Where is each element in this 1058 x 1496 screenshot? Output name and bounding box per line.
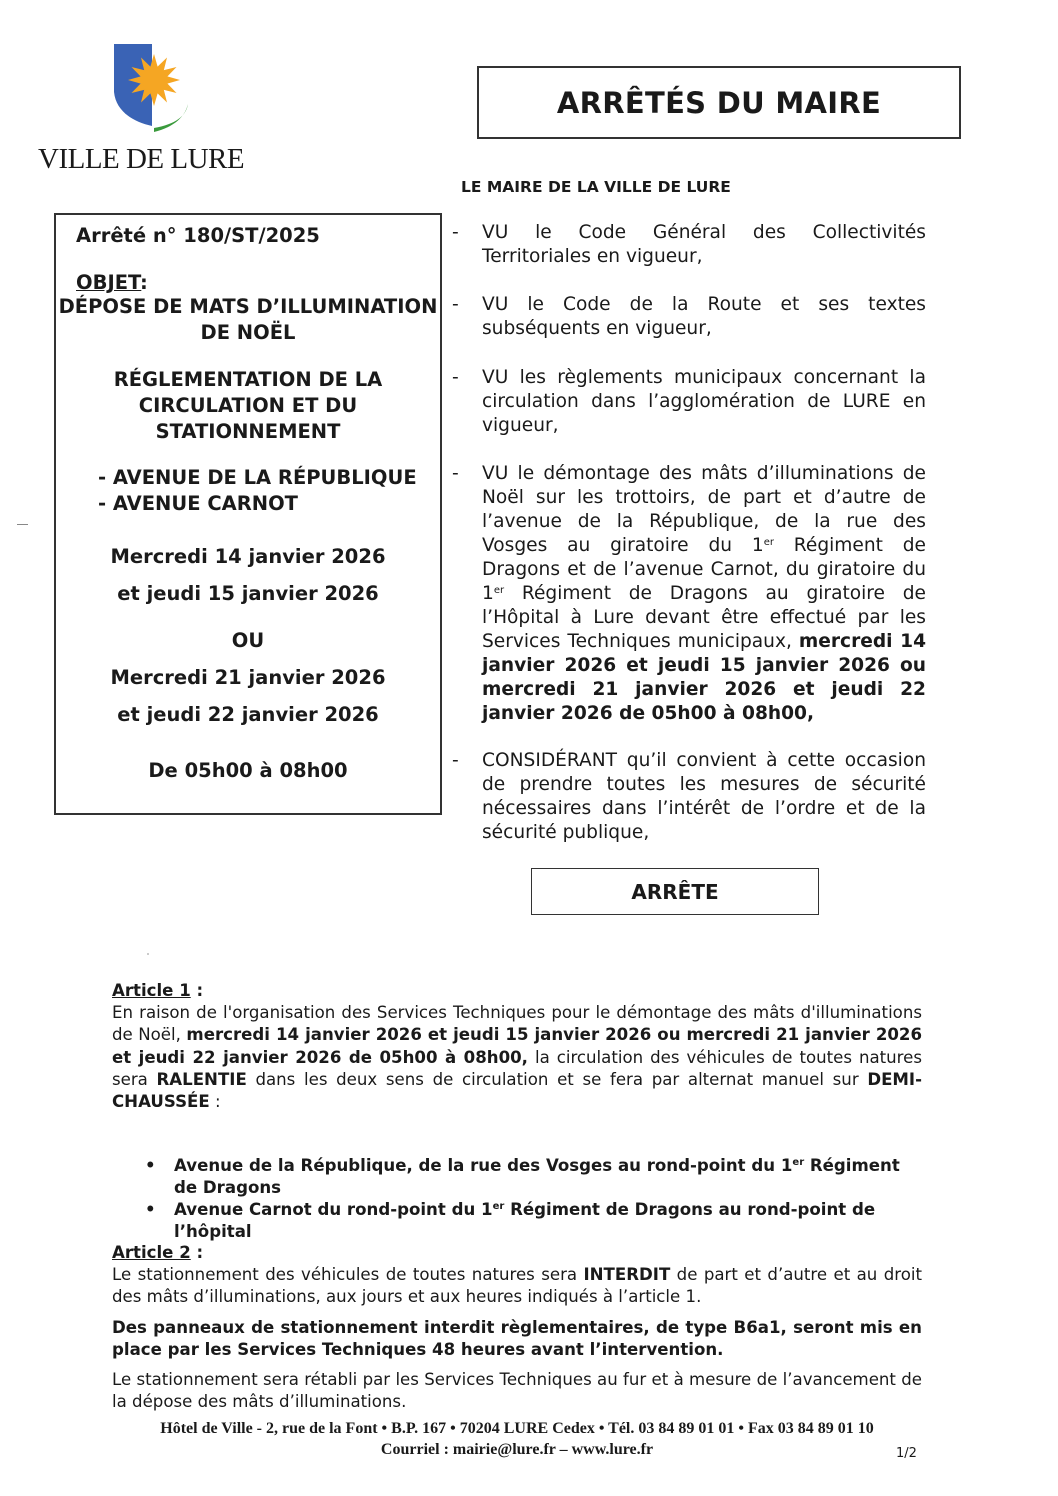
summary-box	[54, 213, 442, 815]
regulation-line: RÉGLEMENTATION DE LA	[113, 368, 383, 391]
mayor-header: LE MAIRE DE LA VILLE DE LURE	[461, 178, 731, 196]
subject-line: DE NOËL	[200, 321, 296, 344]
dash-marker: -	[452, 294, 459, 315]
date-line: Mercredi 21 janvier 2026	[110, 666, 386, 689]
article-text: Le stationnement sera rétabli par les Services Techniques au fur et à mesure de l’avancement de la dépose des mâts d’illuminations.	[112, 1370, 922, 1412]
footer-address: Hôtel de Ville - 2, rue de la Font • B.P. 167 • 70204 LURE Cedex • Tél. 03 84 89 01 01 • Fax 03 84 89 01 10	[160, 1420, 874, 1437]
street-list	[145, 1155, 923, 1243]
scan-speck	[147, 953, 149, 955]
footer-contact: Courriel : mairie@lure.fr – www.lure.fr	[380, 1441, 654, 1458]
document-title-box	[477, 66, 961, 139]
decision-box	[531, 868, 819, 915]
bullet-icon: •	[145, 1200, 156, 1219]
article-text-bold: Des panneaux de stationnement interdit règlementaires, de type B6a1, seront mis en place par les Services Techniques 48 heures avant l’intervention.	[112, 1317, 922, 1359]
article-heading: Article 1 :	[112, 981, 204, 1000]
margin-mark	[17, 524, 28, 525]
objet-label: OBJET	[76, 271, 142, 294]
consideration-text: VU le Code de la Route et ses textes subséquents en vigueur,	[482, 294, 926, 339]
street-list-item: • Avenue Carnot du rond-point du 1er Régiment de Dragons au rond-point de l’hôpital	[145, 1200, 876, 1241]
objet-colon: :	[140, 271, 148, 294]
city-name: VILLE DE LURE	[38, 143, 245, 175]
dash-marker: -	[452, 463, 459, 484]
consideration-item	[452, 462, 926, 726]
consideration-text: CONSIDÉRANT qu’il convient à cette occasion de prendre toutes les mesures de sécurité nécessaires dans l’intérêt de l’ordre et de la sécurité publique,	[482, 750, 926, 843]
article-2	[112, 1242, 922, 1413]
document-title: ARRÊTÉS DU MAIRE	[556, 85, 882, 120]
or-label: OU	[231, 629, 265, 652]
page-number: 1/2	[896, 1446, 917, 1461]
date-line: et jeudi 22 janvier 2026	[117, 703, 379, 726]
consideration-dates: mercredi 14 janvier 2026 et jeudi 15 janvier 2026 ou mercredi 21 janvier 2026 et jeudi 22 janvier 2026 de 05h00 à 08h00,	[482, 631, 927, 724]
street-list-item: • Avenue de la République, de la rue des Vosges au rond-point du 1er Régiment de Dragons	[145, 1156, 900, 1197]
street-line: - AVENUE CARNOT	[98, 492, 298, 515]
consideration-text: VU le démontage des mâts d’illuminations de Noël sur les trottoirs, de part et d’autre de l’avenue de la République, de la rue des Vosges au giratoire du 1er Régiment de Dragons et de l’avenue Carnot, du giratoire du 1er Régiment de Dragons au giratoire de l’Hôpital à Lure devant être effectué par les Services Techniques municipaux, mercredi 14 janvier 2026 et jeudi 15 janvier 2026 ou mercredi 21 janvier 2026 et jeudi 22 janvier 2026 de 05h00 à 08h00,	[482, 463, 927, 724]
regulation-line: CIRCULATION ET DU	[138, 394, 358, 417]
consideration-text: VU les règlements municipaux concernant la circulation dans l’agglomération de LURE en vigueur,	[482, 367, 926, 436]
dash-marker: -	[452, 367, 459, 388]
consideration-text: VU le Code Général des Collectivités Territoriales en vigueur,	[482, 222, 926, 267]
dash-marker: -	[452, 222, 459, 243]
article-text: Le stationnement des véhicules de toutes natures sera INTERDIT de part et d’autre et au droit des mâts d’illuminations, aux jours et aux heures indiqués à l’article 1.	[112, 1265, 922, 1307]
date-line: Mercredi 14 janvier 2026	[110, 545, 386, 568]
city-logo	[112, 42, 192, 134]
consideration-item	[452, 749, 926, 845]
dash-marker: -	[452, 750, 459, 771]
decision-label: ARRÊTE	[631, 879, 719, 904]
regulation-line: STATIONNEMENT	[155, 420, 341, 443]
email-link[interactable]: mairie@lure.fr	[452, 1441, 556, 1458]
hours-line: De 05h00 à 08h00	[148, 759, 348, 782]
article-text: En raison de l'organisation des Services Techniques pour le démontage des mâts d'illuminations de Noël, mercredi 14 janvier 2026 et jeudi 15 janvier 2026 ou mercredi 21 janvier 2026 et jeudi 22 janvier 2026 de 05h00 à 08h00, la circulation des véhicules de toutes natures sera RALENTIE dans les deux sens de circulation et se fera par alternat manuel sur DEMI-CHAUSSÉE :	[112, 1003, 923, 1112]
consideration-item	[452, 366, 926, 438]
article-1	[112, 980, 922, 1113]
consideration-item	[452, 221, 926, 269]
street-line: - AVENUE DE LA RÉPUBLIQUE	[98, 466, 417, 489]
subject-line: DÉPOSE DE MATS D’ILLUMINATION	[58, 295, 438, 318]
bullet-icon: •	[145, 1156, 156, 1175]
coat-of-arms-sun-icon	[112, 42, 192, 134]
consideration-item	[452, 293, 926, 341]
date-line: et jeudi 15 janvier 2026	[117, 582, 379, 605]
website-link[interactable]: www.lure.fr	[571, 1441, 654, 1458]
article-heading: Article 2 :	[112, 1243, 204, 1262]
arrete-number: Arrêté n° 180/ST/2025	[76, 224, 320, 247]
